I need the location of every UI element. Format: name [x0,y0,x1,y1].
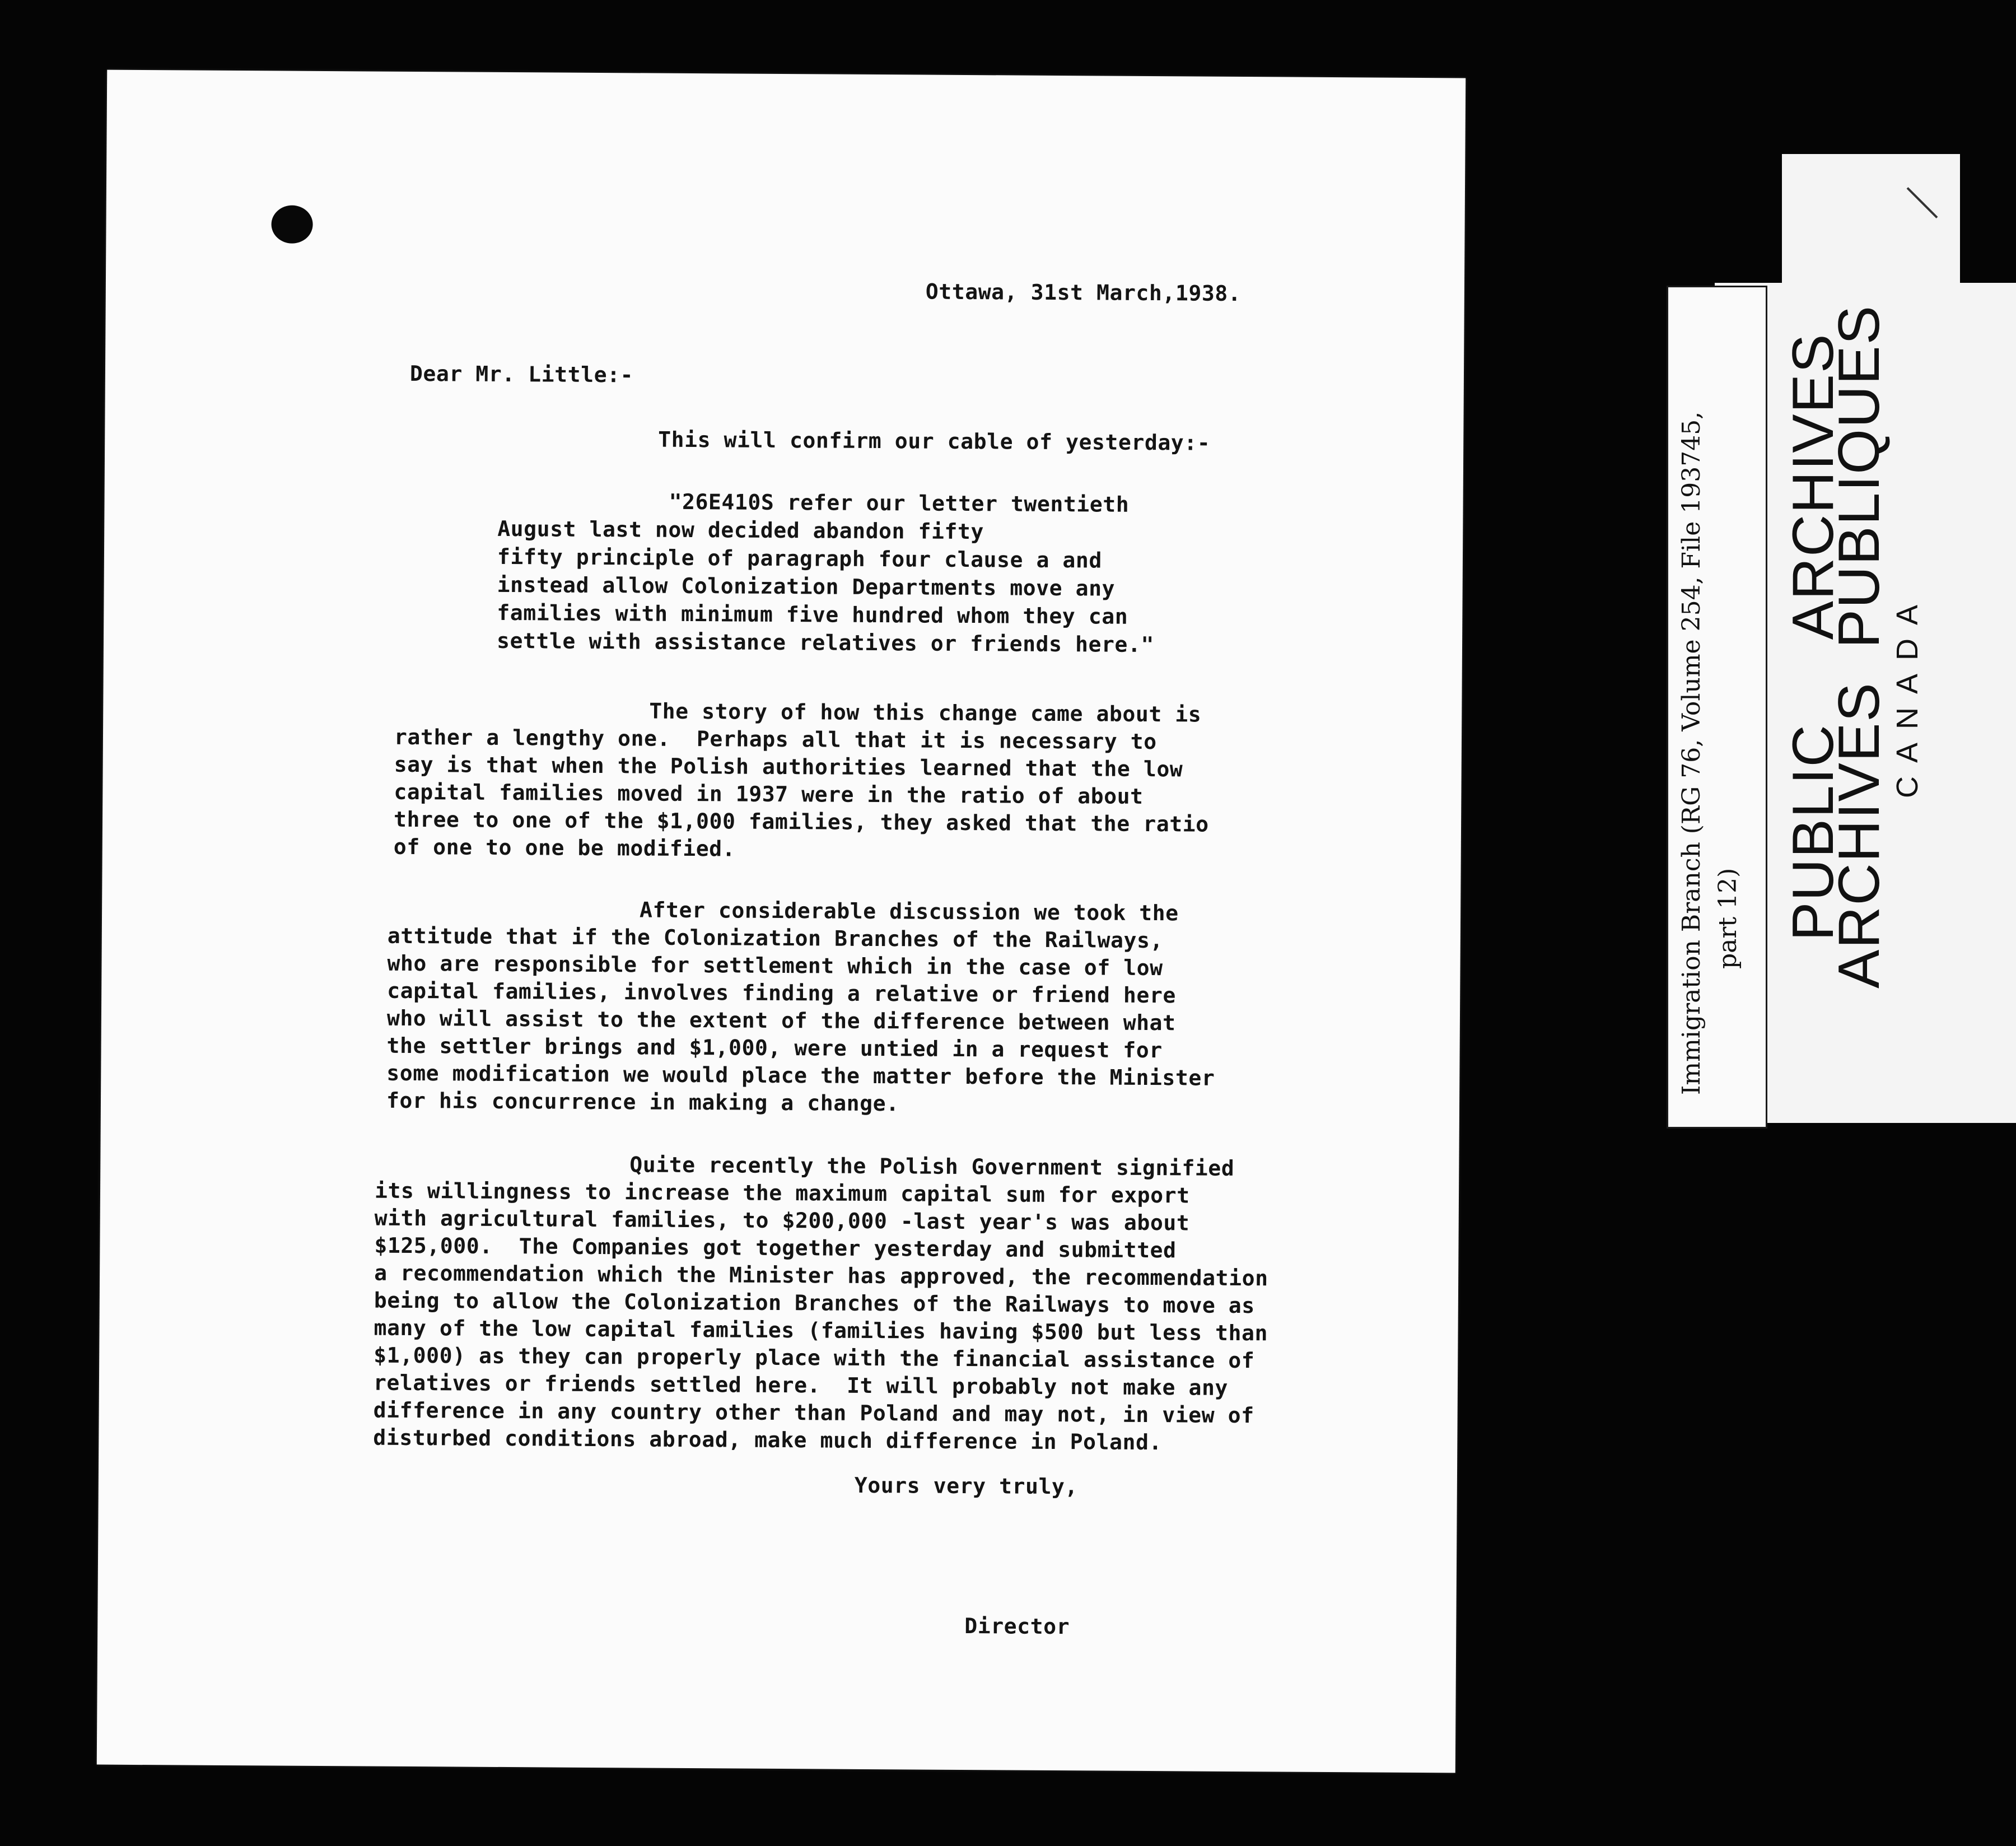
archive-word-publiques: PUBLIQUES [1827,305,1892,649]
letter-sheet [97,70,1466,1773]
paragraph-line: relatives or friends settled here. It will probably not make any [373,1370,1229,1400]
paragraph-line: capital families moved in 1937 were in the ratio of about [394,779,1144,809]
paragraph-line: say is that when the Polish authorities learned that the low [394,752,1183,782]
paragraph-line: $125,000. The Companies got together yesterday and submitted [374,1233,1177,1263]
cable-line: settle with assistance relatives or friends here." [496,628,1155,658]
paragraph-line: capital families, involves finding a relative or friend here [387,978,1177,1008]
paragraph-line: a recommendation which the Minister has approved, the recommendation [374,1260,1268,1291]
archive-reference-line-1: Immigration Branch (RG 76, Volume 254, File 193745, [1677,411,1706,1095]
cable-line: "26E410S refer our letter twentieth [669,489,1130,517]
closing: Yours very truly, [854,1472,1079,1499]
label-card-cut [1960,154,2016,283]
signature-title: Director [964,1614,1070,1639]
paragraph-line: some modification we would place the matter before the Minister [386,1060,1215,1090]
archive-word-archives-fr: ARCHIVES [1827,682,1892,989]
paragraph-line: $1,000) as they can properly place with the financial assistance of [374,1342,1255,1373]
archive-reference-line-2: part 12) [1714,868,1742,969]
archive-word-archives: ARCHIVES [1781,333,1846,640]
paragraph-line: being to allow the Colonization Branches of the Railways to move as [374,1288,1255,1318]
paragraph-line: its willingness to increase the maximum capital sum for export [374,1178,1190,1208]
salutation: Dear Mr. Little:- [409,361,634,388]
paragraph-line: Quite recently the Polish Government signified [629,1152,1235,1181]
paragraph-line: difference in any country other than Poland and may not, in view of [373,1397,1254,1428]
paragraph-line: rather a lengthy one. Perhaps all that it is necessary to [394,724,1157,754]
archive-word-public: PUBLIC [1781,724,1846,941]
cable-line: instead allow Colonization Departments move any [497,572,1116,601]
date-line: Ottawa, 31st March,1938. [925,279,1242,306]
cable-line: August last now decided abandon fifty [497,516,984,544]
paragraph-line: attitude that if the Colonization Branches of the Railways, [387,923,1164,953]
paragraph-line: who will assist to the extent of the difference between what [386,1005,1176,1036]
paragraph-line: who are responsible for settlement which in the case of low [387,950,1163,981]
archive-stamp-line-fr [1827,305,1892,989]
paragraph-line: for his concurrence in making a change. [386,1088,899,1116]
cable-line: families with minimum five hundred whom they can [497,600,1128,629]
paragraph-line: of one to one be modified. [393,834,736,861]
paragraph-line: three to one of the $1,000 families, they asked that the ratio [393,807,1209,837]
label-card-notch [1715,154,1782,283]
paragraph-line: The story of how this change came about is [649,698,1202,727]
paragraph-line: many of the low capital families (families having $500 but less than [374,1315,1268,1346]
paragraph-line: the settler brings and $1,000, were untied in a request for [386,1033,1163,1063]
paragraph-line: with agricultural families, to $200,000 -last year's was about [374,1205,1190,1236]
paragraph-line: disturbed conditions abroad, make much difference in Poland. [373,1425,1163,1455]
cable-line: fifty principle of paragraph four clause a and [497,544,1103,573]
archive-word-canada: CANADA [1891,591,1924,798]
intro-line: This will confirm our cable of yesterday:- [658,427,1211,455]
paragraph-line: After considerable discussion we took the [639,897,1179,926]
punch-hole [271,205,312,243]
